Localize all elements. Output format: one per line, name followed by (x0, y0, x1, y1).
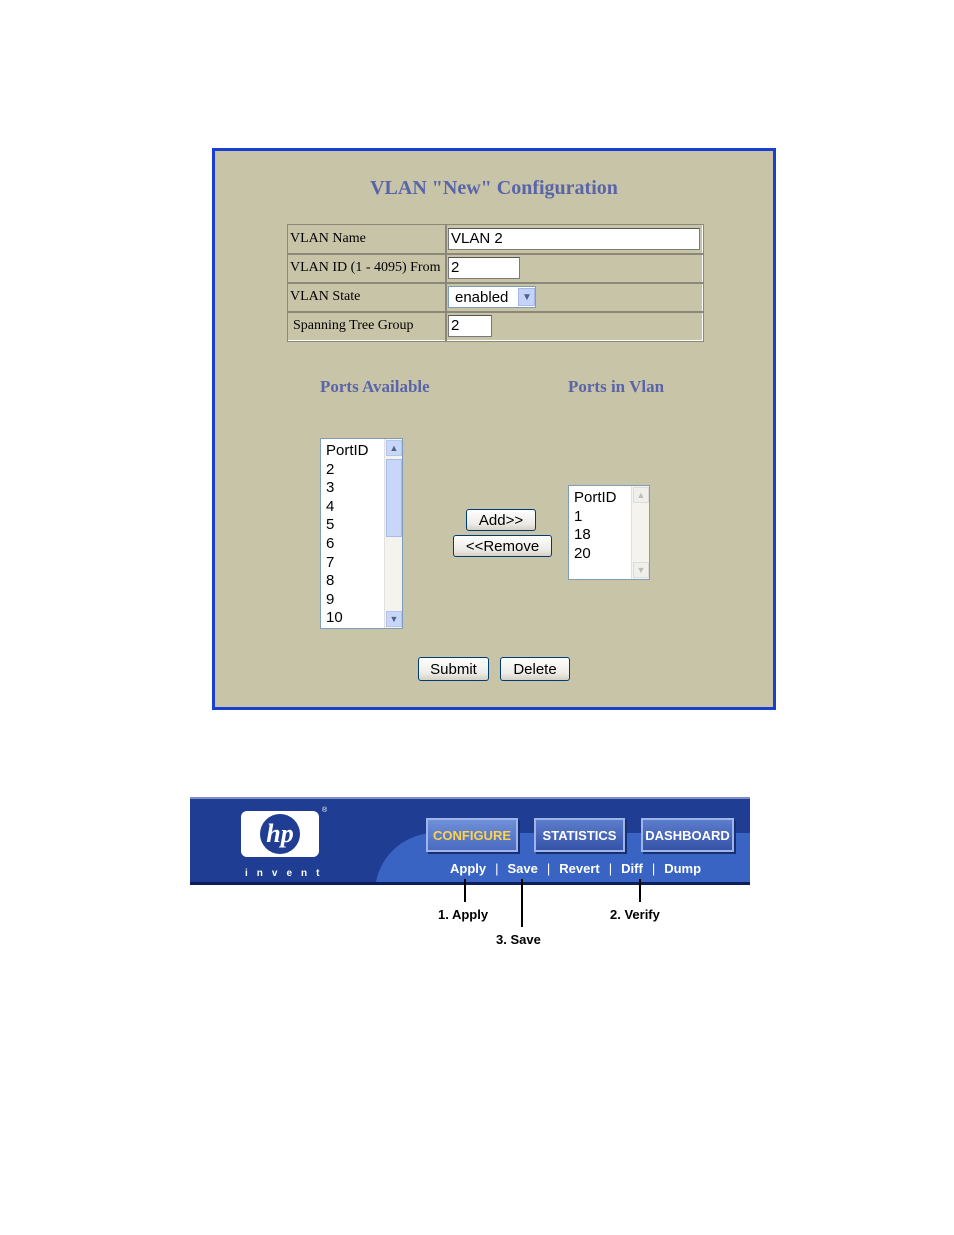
list-item[interactable]: 2 (326, 460, 335, 478)
vlan-id-input[interactable]: 2 (448, 257, 520, 279)
callout-apply: 1. Apply (438, 907, 489, 922)
tab-configure[interactable]: CONFIGURE (426, 818, 518, 852)
dump-link[interactable]: Dump (664, 861, 702, 876)
list-item[interactable]: 5 (326, 516, 335, 534)
diff-link[interactable]: Diff (621, 861, 643, 876)
list-item[interactable]: 18 (574, 526, 591, 544)
callout-save: 3. Save (496, 932, 541, 947)
list-item[interactable]: PortID (326, 442, 369, 459)
ports-in-vlan-list[interactable] (568, 485, 650, 580)
chevron-down-icon[interactable]: ▼ (633, 562, 649, 578)
action-bar (450, 861, 701, 876)
registered-mark: ® (322, 807, 328, 814)
list-item[interactable]: 10 (326, 609, 343, 627)
page-title: VLAN "New" Configuration (370, 177, 618, 199)
vlan-name-input[interactable]: VLAN 2 (448, 228, 700, 250)
tagline: invent (245, 868, 329, 879)
vlan-form-table (287, 224, 703, 341)
separator: | (651, 861, 656, 876)
vlan-config-panel (212, 148, 776, 710)
list-item[interactable]: 8 (326, 572, 335, 590)
remove-button[interactable]: <<Remove (453, 535, 552, 557)
list-item[interactable]: 9 (326, 590, 335, 608)
submit-button[interactable]: Submit (418, 657, 489, 681)
vlan-state-value: enabled (455, 288, 509, 306)
scrollbar[interactable] (631, 486, 649, 579)
list-item[interactable]: 1 (574, 507, 583, 525)
chevron-up-icon[interactable]: ▲ (633, 487, 649, 503)
vlan-state-select[interactable] (448, 286, 536, 308)
vlan-state-label: VLAN State (288, 283, 446, 312)
chevron-down-icon[interactable]: ▼ (386, 611, 402, 627)
revert-link[interactable]: Revert (559, 861, 600, 876)
scrollbar-thumb[interactable] (386, 459, 402, 537)
add-button[interactable]: Add>> (466, 509, 536, 531)
stg-label: Spanning Tree Group (288, 312, 446, 341)
list-item[interactable]: 6 (326, 534, 335, 552)
stg-input[interactable]: 2 (448, 315, 492, 337)
list-item[interactable]: 7 (326, 553, 335, 571)
list-item[interactable]: 20 (574, 544, 591, 562)
save-link[interactable]: Save (507, 861, 538, 876)
separator: | (608, 861, 613, 876)
hp-logo (241, 811, 319, 857)
ports-available-heading: Ports Available (320, 377, 430, 396)
list-item[interactable]: 4 (326, 497, 335, 515)
callout-line-apply (464, 879, 466, 902)
list-item[interactable]: PortID (574, 489, 617, 506)
scrollbar[interactable] (384, 439, 402, 628)
ports-available-list[interactable] (320, 438, 403, 629)
callout-line-save (521, 879, 523, 927)
delete-button[interactable]: Delete (500, 657, 570, 681)
tab-dashboard[interactable]: DASHBOARD (641, 818, 734, 852)
chevron-up-icon[interactable]: ▲ (386, 440, 402, 456)
list-item[interactable]: 3 (326, 479, 335, 497)
separator: | (495, 861, 499, 876)
vlan-id-label: VLAN ID (1 - 4095) From (288, 254, 446, 283)
chevron-down-icon[interactable]: ▼ (518, 288, 535, 306)
vlan-name-label: VLAN Name (288, 225, 446, 254)
ports-in-vlan-heading: Ports in Vlan (568, 377, 665, 396)
hp-header-banner (190, 797, 750, 885)
apply-link[interactable]: Apply (450, 861, 487, 876)
callout-verify: 2. Verify (610, 907, 660, 922)
separator: | (546, 861, 551, 876)
callout-line-verify (639, 879, 641, 902)
hp-logo-icon: hp (260, 814, 300, 854)
tab-statistics[interactable]: STATISTICS (534, 818, 625, 852)
